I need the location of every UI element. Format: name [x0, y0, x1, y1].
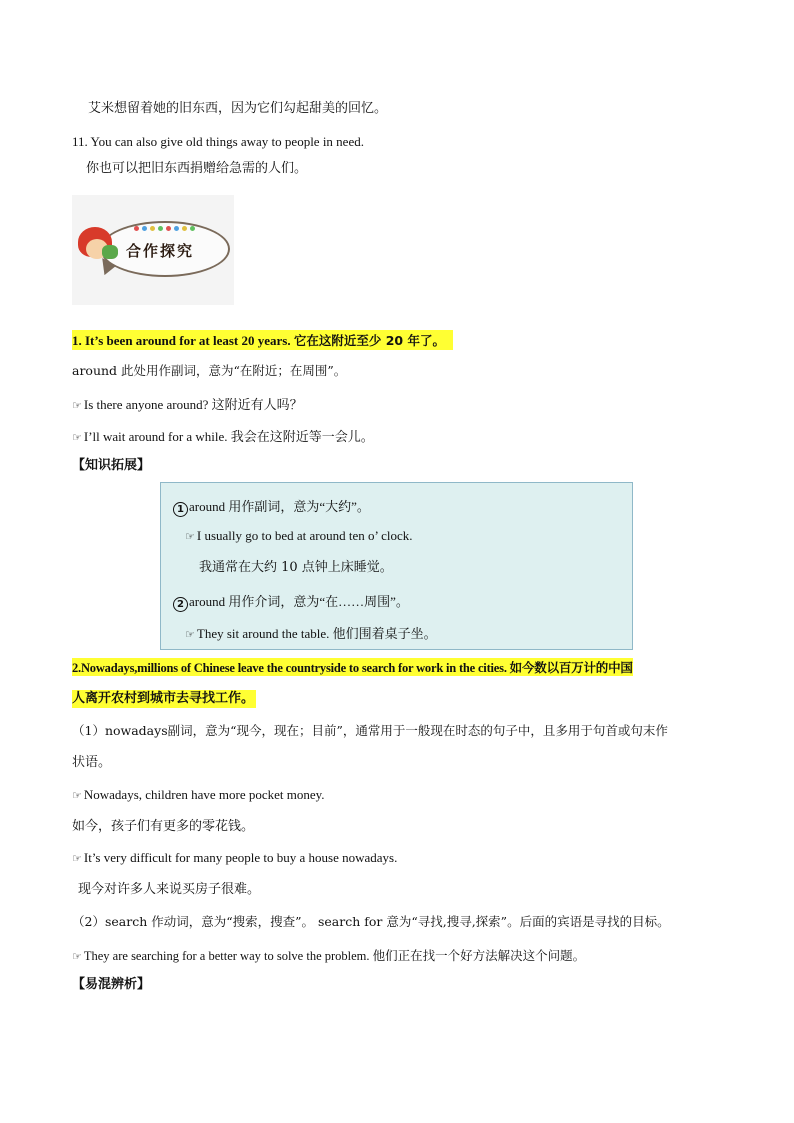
sentence-11: 11. You can also give old things away to people in need. — [72, 134, 364, 149]
pointing-hand-icon: ☞ — [72, 950, 82, 963]
section-1-example-2: ☞ I’ll wait around for a while. 我会在这附近等一会儿。 — [72, 429, 374, 444]
info-item-1: 1 around 用作副词，意为“大约”。 — [173, 496, 370, 517]
pointing-hand-icon: ☞ — [72, 431, 82, 444]
section-2-example-1: ☞ Nowadays, children have more pocket money. — [72, 787, 325, 802]
info-item-2: 2 around 用作介词，意为“在……周围”。 — [173, 591, 409, 612]
section-2-example-3: ☞ They are searching for a better way to solve the problem. 他们正在找一个好方法解决这个问题。 — [72, 949, 586, 963]
section-2-heading-line-1: 2.Nowadays,millions of Chinese leave the countryside to search for work in the cities. 如今数以百万计的中国 — [72, 658, 633, 676]
knowledge-extension-label: 【知识拓展】 — [72, 458, 151, 473]
section-1-heading-en: 1. It’s been around for at least 20 years. — [72, 333, 291, 348]
section-2-heading-line-2: 人离开农村到城市去寻找工作。 — [72, 691, 255, 706]
info-item-1-example: ☞ I usually go to bed at around ten o’ clock. — [185, 528, 413, 543]
section-2-example-2: ☞ It’s very difficult for many people to buy a house nowadays. — [72, 850, 398, 865]
info-item-1-translation: 我通常在大约 10 点钟上床睡觉。 — [199, 560, 393, 575]
bead-string-decoration — [134, 216, 198, 235]
pointing-hand-icon: ☞ — [72, 852, 82, 865]
section-2-point-1-line-2: 状语。 — [72, 755, 112, 770]
confusion-analysis-label: 【易混辨析】 — [72, 977, 151, 992]
info-item-2-example: ☞ They sit around the table. 他们围着桌子坐。 — [185, 626, 437, 641]
section-2-example-1-translation: 如今，孩子们有更多的零花钱。 — [72, 819, 255, 834]
pointing-hand-icon: ☞ — [72, 399, 82, 412]
knowledge-extension-box — [160, 482, 633, 650]
section-1-heading-cn: 它在这附近至少 20 年了。 — [293, 333, 445, 348]
banner-label: 合作探究 — [126, 242, 195, 260]
circled-number-2: 2 — [173, 597, 188, 612]
cooperative-inquiry-banner — [72, 195, 234, 305]
section-2-example-2-translation: 现今对许多人来说买房子很难。 — [78, 882, 261, 897]
girl-body — [102, 245, 118, 259]
pointing-hand-icon: ☞ — [185, 628, 195, 641]
section-2-point-2: （2）search 作动词，意为“搜索，搜查”。 search for 意为“寻找,搜寻,探索”。后面的宾语是寻找的目标。 — [72, 914, 670, 929]
pointing-hand-icon: ☞ — [72, 789, 82, 802]
circled-number-1: 1 — [173, 502, 188, 517]
pointing-hand-icon: ☞ — [185, 530, 195, 543]
sentence-11-translation: 你也可以把旧东西捐赠给急需的人们。 — [86, 161, 308, 176]
chinese-translation-line: 艾米想留着她的旧东西，因为它们勾起甜美的回忆。 — [88, 101, 388, 116]
section-1-heading — [72, 330, 453, 350]
section-1-explanation: around 此处用作副词，意为“在附近；在周围”。 — [72, 363, 347, 378]
section-1-example-1: ☞ Is there anyone around? 这附近有人吗？ — [72, 397, 303, 412]
section-2-point-1-line-1: （1）nowadays副词，意为“现今，现在；目前”，通常用于一般现在时态的句子中，且多用于句首或句末作 — [72, 723, 668, 738]
